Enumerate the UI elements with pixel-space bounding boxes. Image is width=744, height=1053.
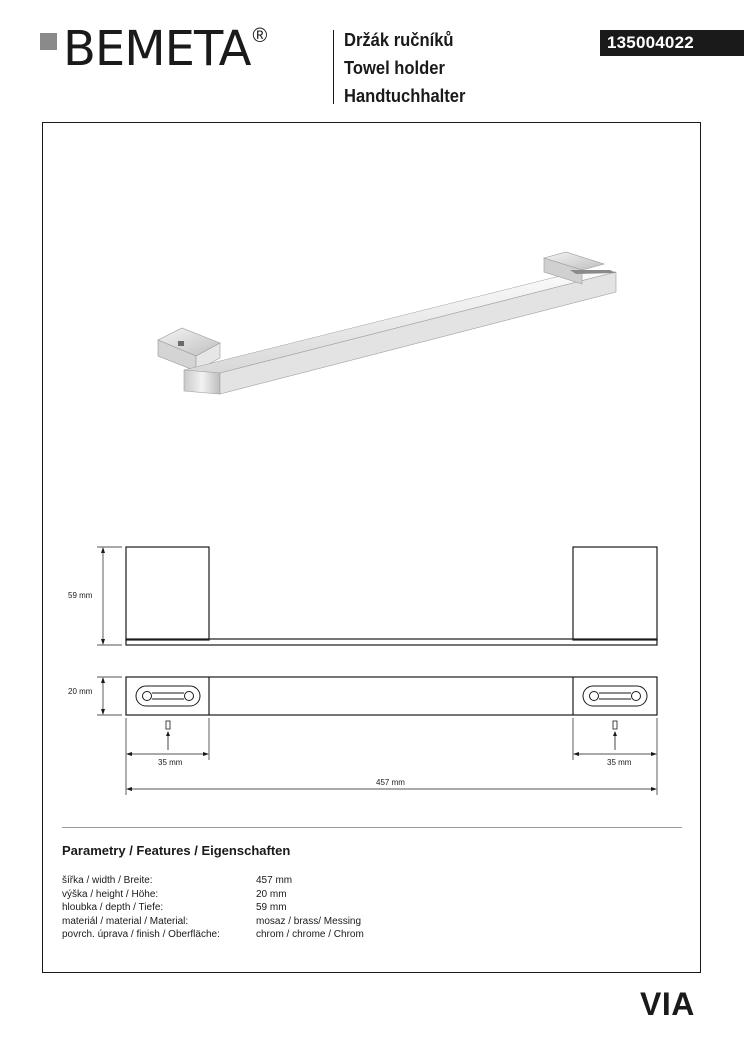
feature-value: 457 mm: [256, 875, 293, 886]
feature-label: povrch. úprava / finish / Oberfläche:: [62, 929, 220, 940]
feature-row-finish: [62, 928, 392, 942]
dim-right-offset-label: 35 mm: [607, 758, 632, 767]
product-title-cz: Držák ručníků: [344, 30, 454, 50]
feature-value: 59 mm: [256, 902, 287, 913]
feature-label: šířka / width / Breite:: [62, 875, 153, 886]
feature-value: mosaz / brass/ Messing: [256, 915, 362, 927]
dim-height-label: 20 mm: [68, 687, 93, 696]
feature-value: 20 mm: [256, 888, 287, 900]
feature-label: výška / height / Höhe:: [62, 888, 159, 900]
product-titles: [344, 26, 476, 110]
product-code-badge: 135004022: [600, 30, 744, 56]
features-list: [62, 874, 392, 942]
features-title: Parametry / Features / Eigenschaften: [62, 843, 291, 858]
product-photo: [140, 240, 640, 410]
registered-mark: ®: [252, 25, 268, 47]
logo-square-mark: [40, 33, 57, 50]
feature-value: chrom / chrome / Chrom: [256, 929, 364, 940]
feature-row-depth: [62, 901, 392, 915]
feature-row-width: [62, 874, 392, 888]
dim-depth-label: 59 mm: [68, 591, 93, 600]
brand-logo: [40, 21, 268, 77]
feature-label: hloubka / depth / Tiefe:: [62, 902, 164, 913]
feature-label: materiál / material / Material:: [62, 915, 189, 927]
brand-name: BEMETA: [63, 21, 251, 77]
dim-left-offset-label: 35 mm: [158, 758, 183, 767]
header-divider: [333, 30, 334, 104]
product-title-en: Towel holder: [344, 58, 445, 78]
product-series: VIA: [640, 986, 695, 1022]
dim-total-width-label: 457 mm: [376, 778, 405, 787]
feature-row-material: [62, 915, 392, 929]
features-divider: [62, 827, 682, 828]
product-title-de: Handtuchhalter: [344, 86, 466, 106]
feature-row-height: [62, 888, 392, 902]
